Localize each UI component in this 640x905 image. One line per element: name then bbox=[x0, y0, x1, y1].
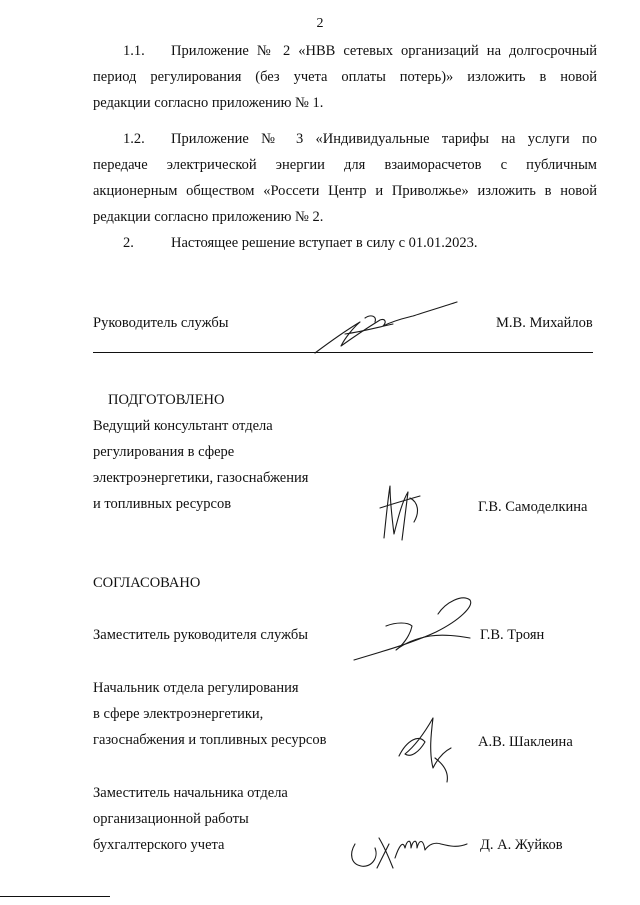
head-signature bbox=[305, 298, 465, 360]
clause-1-1 bbox=[93, 38, 597, 116]
prepared-title-line: Ведущий консультант отдела bbox=[93, 418, 273, 434]
signer-title-line: организационной работы bbox=[93, 811, 249, 827]
signer-title-line: Заместитель руководителя службы bbox=[93, 627, 309, 643]
clause-number: 2. bbox=[123, 235, 134, 251]
clause-line: период регулирования (без учета оплаты потерь)» изложить в новой bbox=[93, 69, 597, 85]
signature-divider bbox=[93, 352, 593, 353]
head-title: Руководитель службы bbox=[93, 315, 229, 331]
signer-title-line: Начальник отдела регулирования bbox=[93, 680, 299, 696]
signer-signature bbox=[350, 592, 480, 664]
clause-2 bbox=[93, 230, 597, 256]
clause-line: Приложение № 2 «НВВ сетевых организаций на долгосрочный bbox=[171, 43, 597, 59]
signer-title-line: газоснабжения и топливных ресурсов bbox=[93, 732, 327, 748]
prepared-signature bbox=[372, 478, 432, 558]
prepared-title-line: и топливных ресурсов bbox=[93, 496, 232, 512]
signer-name: Г.В. Троян bbox=[480, 627, 545, 643]
clause-line: Приложение № 3 «Индивидуальные тарифы на услуги по bbox=[171, 131, 597, 147]
signer-title-line: Заместитель начальника отдела bbox=[93, 785, 288, 801]
prepared-name: Г.В. Самоделкина bbox=[478, 499, 588, 515]
clause-1-2 bbox=[93, 126, 597, 230]
clause-line: Настоящее решение вступает в силу с 01.01.2023. bbox=[171, 235, 478, 251]
signer-name: А.В. Шаклеина bbox=[478, 734, 573, 750]
clause-number: 1.2. bbox=[123, 131, 145, 147]
page-number: 2 bbox=[316, 16, 324, 31]
signer-signature bbox=[345, 818, 475, 874]
clause-line: акционерным обществом «Россети Центр и Приволжье» изложить в новой bbox=[93, 183, 597, 199]
prepared-title-line: электроэнергетики, газоснабжения bbox=[93, 470, 309, 486]
footer-line bbox=[0, 896, 110, 897]
signer-name: Д. А. Жуйков bbox=[480, 837, 563, 853]
clause-line: передаче электрической энергии для взаиморасчетов с публичным bbox=[93, 157, 597, 173]
signer-signature bbox=[395, 712, 465, 786]
prepared-heading: ПОДГОТОВЛЕНО bbox=[108, 392, 225, 408]
prepared-title-line: регулирования в сфере bbox=[93, 444, 235, 460]
clause-line: редакции согласно приложению № 2. bbox=[93, 209, 324, 225]
signer-title-line: в сфере электроэнергетики, bbox=[93, 706, 264, 722]
approved-heading: СОГЛАСОВАНО bbox=[93, 575, 201, 591]
clause-number: 1.1. bbox=[123, 43, 145, 59]
signer-title-line: бухгалтерского учета bbox=[93, 837, 225, 853]
clause-line: редакции согласно приложению № 1. bbox=[93, 95, 324, 111]
head-name: М.В. Михайлов bbox=[496, 315, 593, 331]
